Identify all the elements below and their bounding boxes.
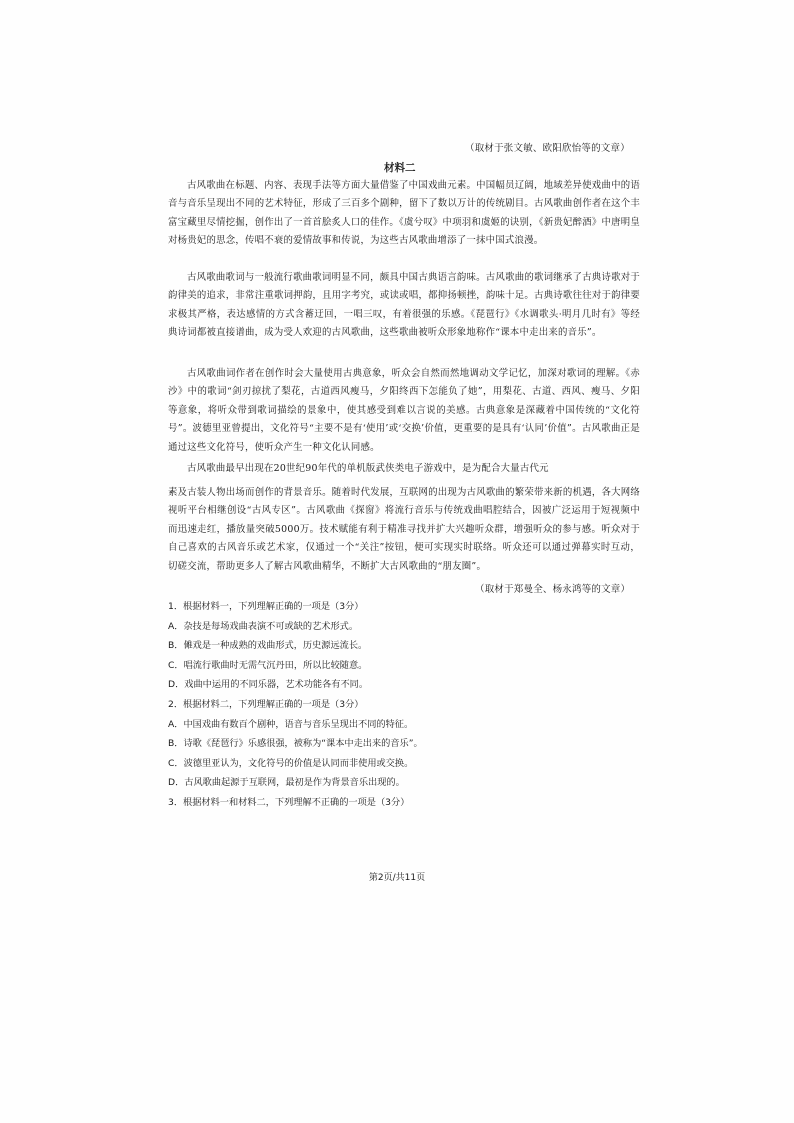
material2-paragraph-4-first-line: 古风歌曲最早出现在20世纪90年代的单机版武侠类电子游戏中，是为配合大量古代元 [187, 463, 549, 474]
question-3-stem: 3．根据材料一和材料二，下列理解不正确的一项是（3分） [168, 796, 410, 808]
question-2-option-c: C．波德里亚认为，文化符号的价值是认同而非使用或交换。 [168, 757, 414, 769]
questions-section [168, 597, 628, 813]
question-2-option-d: D．古风歌曲起源于互联网，最初是作为背景音乐出现的。 [168, 777, 405, 789]
material2-paragraph-1: 古风歌曲在标题、内容、表现手法等方面大量借鉴了中国戏曲元素。中国幅员辽阔，地域差异使戏曲中的语音与音乐呈现出不同的艺术特征，形成了三百多个剧种，留下了数以万计的传统剧目。古风歌曲创作者在这个丰富宝藏里尽情挖掘，创作出了一首首脍炙人口的佳作。《虞兮叹》中项羽和虞姬的诀别，《新贵妃醉酒》中唐明皇对杨贵妃的思念，传唱不衰的爱情故事和传说，为这些古风歌曲增添了一抹中国式浪漫。 [168, 180, 640, 247]
material2-paragraph-3: 古风歌曲词作者在创作时会大量使用古典意象，听众会自然而然地调动文学记忆，加深对歌词的理解。《赤沙》中的歌词“剑刃掠扰了梨花，古道西风瘦马，夕阳终西下怎能负了她”，用梨花、古道、西风、瘦马、夕阳等意象，将听众带到歌词描绘的景象中，使其感受到难以言说的美感。古典意象是深藏着中国传统的“文化符号”。波德里亚曾提出，文化符号“主要不是有‘使用’或‘交换’价值，更重要的是具有‘认同’价值”。古风歌曲正是通过这些文化符号，使听众产生一种文化认同感。 [168, 368, 640, 453]
material2-paragraph-2: 古风歌曲歌词与一般流行歌曲歌词明显不同，颇具中国古典语言韵味。古风歌曲的歌词继承了古典诗歌对于韵律美的追求，非常注重歌词押韵，且用字考究，或读或唱，都抑扬顿挫，韵味十足。古典诗歌往往对于韵律要求极其严格，表达感情的方式含蓄迂回，一唱三叹，有着很强的乐感。《琵琶行》《水调歌头·明月几时有》等经典诗词都被直接谱曲，成为受人欢迎的古风歌曲，这些歌曲被听众形象地称作“课本中走出来的音乐”。 [168, 272, 640, 339]
material2-heading: 材料二 [384, 162, 416, 174]
source-citation-material2: （取材于郑曼全、杨永鸿等的文章） [475, 584, 631, 595]
question-2-option-a: A．中国戏曲有数百个剧种，语音与音乐呈现出不同的特征。 [168, 718, 414, 730]
page-number-footer: 第2页/共11页 [368, 873, 426, 883]
material2-paragraph-4-continued: 素及古装人物出场而创作的背景音乐。随着时代发展，互联网的出现为古风歌曲的繁荣带来新的机遇，各大网络视听平台相继创设“古风专区”。古风歌曲《探窗》将流行音乐与传统戏曲唱腔结合，因被广泛运用于短视频中而迅速走红，播放量突破5000万。技术赋能有利于精准寻找并扩大兴趣听众群，增强听众的参与感。听众对于自己喜欢的古风音乐或艺术家，仅通过一个“关注”按钮，便可实现实时联络。听众还可以通过弹幕实时互动，切磋交流，帮助更多人了解古风歌曲精华，不断扩大古风歌曲的“朋友圈”。 [168, 487, 640, 572]
question-2-option-b: B．诗歌《琵琶行》乐感很强，被称为“课本中走出来的音乐”。 [168, 738, 423, 750]
question-1-option-a: A．杂技是每场戏曲表演不可或缺的艺术形式。 [168, 620, 359, 632]
question-1-stem: 1．根据材料一，下列理解正确的一项是（3分） [168, 601, 364, 612]
question-1-option-b: B．傩戏是一种成熟的戏曲形式，历史源远流长。 [168, 640, 368, 652]
source-citation-material1: （取材于张文敏、欧阳欣怡等的文章） [465, 143, 630, 154]
question-1-option-c: C．唱流行歌曲时无需气沉丹田，所以比较随意。 [168, 659, 368, 671]
question-2-stem: 2．根据材料二，下列理解正确的一项是（3分） [168, 698, 364, 710]
question-1-option-d: D．戏曲中运用的不同乐器，艺术功能各有不同。 [168, 679, 369, 691]
